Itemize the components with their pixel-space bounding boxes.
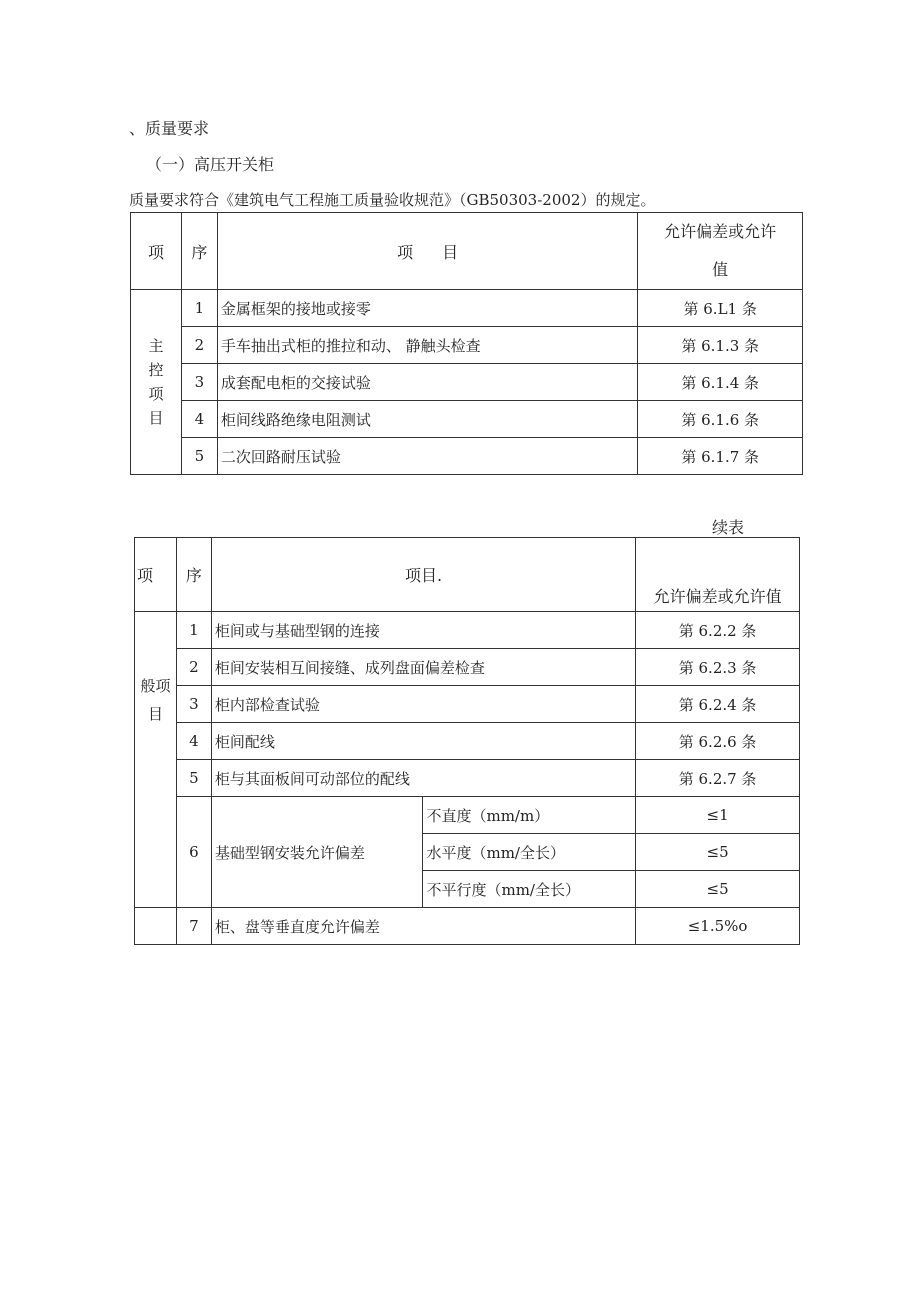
row-number: 1	[176, 612, 211, 649]
group-label-continuation	[135, 908, 177, 945]
row-number: 5	[181, 438, 217, 475]
row-value: 第 6.L1 条	[638, 290, 803, 327]
row-value: 第 6.2.4 条	[636, 686, 800, 723]
main-control-items-table	[130, 212, 803, 475]
row-value: 第 6.2.3 条	[636, 649, 800, 686]
group-label-general	[135, 612, 177, 908]
table-row	[135, 612, 800, 649]
row-value: 第 6.1.6 条	[638, 401, 803, 438]
row-number: 2	[176, 649, 211, 686]
subsection-heading: （一）高压开关柜	[146, 155, 275, 174]
table-row	[131, 327, 803, 364]
header-category: 项	[135, 538, 177, 612]
table-row	[131, 401, 803, 438]
group-label-line2: 目	[147, 704, 163, 723]
table-row	[135, 649, 800, 686]
row-value: 第 6.1.4 条	[638, 364, 803, 401]
row-value: 第 6.2.2 条	[636, 612, 800, 649]
row-value: 第 6.2.6 条	[636, 723, 800, 760]
row-item: 柜间配线	[211, 723, 635, 760]
group-label-main-control	[131, 290, 182, 475]
table-header-row	[131, 213, 803, 290]
header-seq: 序	[181, 213, 217, 290]
table-row	[135, 686, 800, 723]
row-item: 成套配电柜的交接试验	[217, 364, 638, 401]
header-tolerance: 允许偏差或允许值	[636, 538, 800, 612]
row-item: 手车抽出式柜的推拉和动、 静触头检查	[217, 327, 638, 364]
section-heading: 、质量要求	[129, 119, 210, 138]
sub-item-value: ≤5	[636, 834, 800, 871]
group-label-char: 目	[148, 409, 164, 427]
row-item: 柜间或与基础型钢的连接	[211, 612, 635, 649]
row-item: 金属框架的接地或接零	[217, 290, 638, 327]
table-row	[135, 797, 800, 834]
continued-label: 续表	[712, 518, 745, 537]
header-item: 项 目	[217, 213, 638, 290]
row-item: 柜内部检查试验	[211, 686, 635, 723]
sub-item-value: ≤5	[636, 871, 800, 908]
table-row	[131, 438, 803, 475]
sub-item-label: 不平行度（mm/全长）	[423, 871, 636, 908]
header-tolerance-line2: 值	[712, 260, 729, 279]
group-label-char: 项	[148, 385, 164, 403]
row-number: 3	[181, 364, 217, 401]
row-value: ≤1.5%o	[636, 908, 800, 945]
header-seq: 序	[176, 538, 211, 612]
row-number: 2	[181, 327, 217, 364]
table-row	[135, 723, 800, 760]
row-number: 3	[176, 686, 211, 723]
table-row	[135, 908, 800, 945]
row-value: 第 6.2.7 条	[636, 760, 800, 797]
row-item: 基础型钢安装允许偏差	[211, 797, 423, 908]
row-item: 二次回路耐压试验	[217, 438, 638, 475]
row-number: 6	[176, 797, 211, 908]
group-label-char: 主	[148, 337, 164, 355]
row-item: 柜间线路绝缘电阻测试	[217, 401, 638, 438]
row-item: 柜与其面板间可动部位的配线	[211, 760, 635, 797]
table-header-row	[135, 538, 800, 612]
header-item: 项目.	[211, 538, 635, 612]
group-label-line1: 般项	[140, 676, 171, 695]
header-tolerance	[638, 213, 803, 290]
group-label-char: 控	[148, 361, 164, 379]
row-value: 第 6.1.7 条	[638, 438, 803, 475]
table-row	[131, 364, 803, 401]
row-number: 4	[176, 723, 211, 760]
row-value: 第 6.1.3 条	[638, 327, 803, 364]
row-item: 柜间安装相互间接缝、成列盘面偏差检查	[211, 649, 635, 686]
header-category: 项	[131, 213, 182, 290]
table-row	[135, 760, 800, 797]
intro-text: 质量要求符合《建筑电气工程施工质量验收规范》（GB50303-2002）的规定。	[129, 191, 656, 209]
row-number: 1	[181, 290, 217, 327]
general-items-table	[134, 537, 800, 945]
row-number: 5	[176, 760, 211, 797]
row-number: 7	[176, 908, 211, 945]
row-item: 柜、盘等垂直度允许偏差	[211, 908, 635, 945]
sub-item-label: 不直度（mm/m）	[423, 797, 636, 834]
table-row	[131, 290, 803, 327]
row-number: 4	[181, 401, 217, 438]
sub-item-value: ≤1	[636, 797, 800, 834]
header-tolerance-line1: 允许偏差或允许	[664, 222, 777, 241]
sub-item-label: 水平度（mm/全长）	[423, 834, 636, 871]
